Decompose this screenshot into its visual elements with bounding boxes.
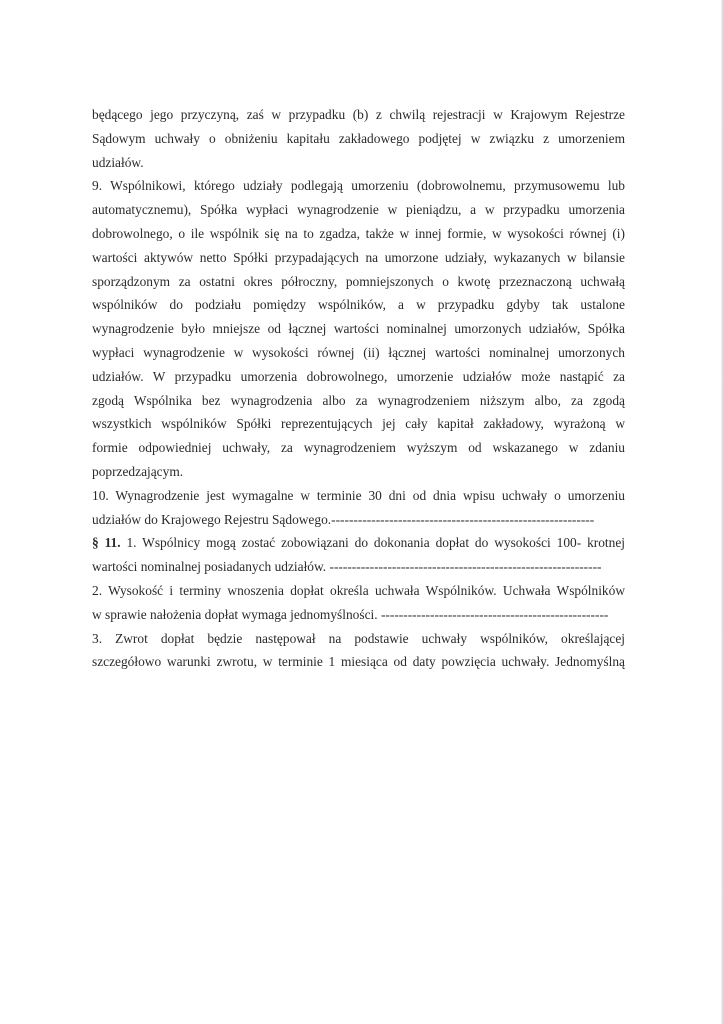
- document-body: [92, 103, 625, 674]
- text-line: formie odpowiedniej uchwały, za wynagrodzeniem wyższym od wskazanego w zdaniu: [92, 440, 625, 456]
- text-line: 2. Wysokość i terminy wnoszenia dopłat określa uchwała Wspólników. Uchwała Wspólników: [92, 582, 625, 598]
- text-line: 10. Wynagrodzenie jest wymagalne w terminie 30 dni od dnia wpisu uchwały o umorzeniu: [92, 487, 625, 503]
- text-line: udziałów. W przypadku umorzenia dobrowolnego, umorzenie udziałów może nastąpić za: [92, 368, 625, 384]
- text-line: udziałów do Krajowego Rejestru Sądowego.-----------------------------------------------------------: [92, 511, 595, 527]
- text-line: Sądowym uchwały o obniżeniu kapitału zakładowego podjętej w związku z umorzeniem: [92, 130, 625, 146]
- text-line: 9. Wspólnikowi, którego udziały podlegają umorzeniu (dobrowolnemu, przymusowemu lub: [92, 178, 625, 194]
- text-line: 3. Zwrot dopłat będzie następował na podstawie uchwały wspólników, określającej: [92, 630, 625, 646]
- text-line: wynagrodzenie było mniejsze od łącznej wartości nominalnej umorzonych udziałów, Spółka: [92, 321, 625, 337]
- section-11-line: [92, 531, 625, 555]
- text-line: wypłaci wynagrodzenie w wysokości równej (ii) łącznej wartości nominalnej umorzonych: [92, 344, 625, 360]
- section-marker: § 11.: [92, 535, 121, 551]
- text-line: dobrowolnego, o ile wspólnik się na to zgadza, także w innej formie, w wysokości równej (i): [92, 225, 625, 241]
- text-line: udziałów.: [92, 154, 144, 170]
- text-line: wszystkich wspólników Spółki reprezentujących jej cały kapitał zakładowy, wyrażoną w: [92, 416, 625, 432]
- text-line: wartości aktywów netto Spółki przypadających na umorzone udziały, wykazanych w bilansie: [92, 249, 625, 265]
- text-line: automatycznemu), Spółka wypłaci wynagrodzenie w pieniądzu, a w przypadku umorzenia: [92, 202, 625, 218]
- text-line: wspólników do podziału pomiędzy wspólników, a w przypadku gdyby tak ustalone: [92, 297, 625, 313]
- section-text: 1. Wspólnicy mogą zostać zobowiązani do dokonania dopłat do wysokości 100- krotnej: [120, 535, 625, 551]
- text-line: zgodą Wspólnika bez wynagrodzenia albo za wynagrodzeniem niższym albo, za zgodą: [92, 392, 625, 408]
- text-line: będącego jego przyczyną, zaś w przypadku (b) z chwilą rejestracji w Krajowym Rejestrze: [92, 107, 625, 122]
- text-line: sporządzonym za ostatni okres półroczny, pomniejszonych o kwotę przeznaczoną uchwałą: [92, 273, 625, 289]
- text-line: poprzedzającym.: [92, 463, 184, 479]
- text-line: szczegółowo warunki zwrotu, w terminie 1 miesiąca od daty powzięcia uchwały. Jednomyślną: [92, 654, 625, 670]
- text-line: w sprawie nałożenia dopłat wymaga jednomyślności. ---------------------------------------------------: [92, 606, 609, 622]
- text-line: wartości nominalnej posiadanych udziałów. -------------------------------------------------------------: [92, 559, 602, 575]
